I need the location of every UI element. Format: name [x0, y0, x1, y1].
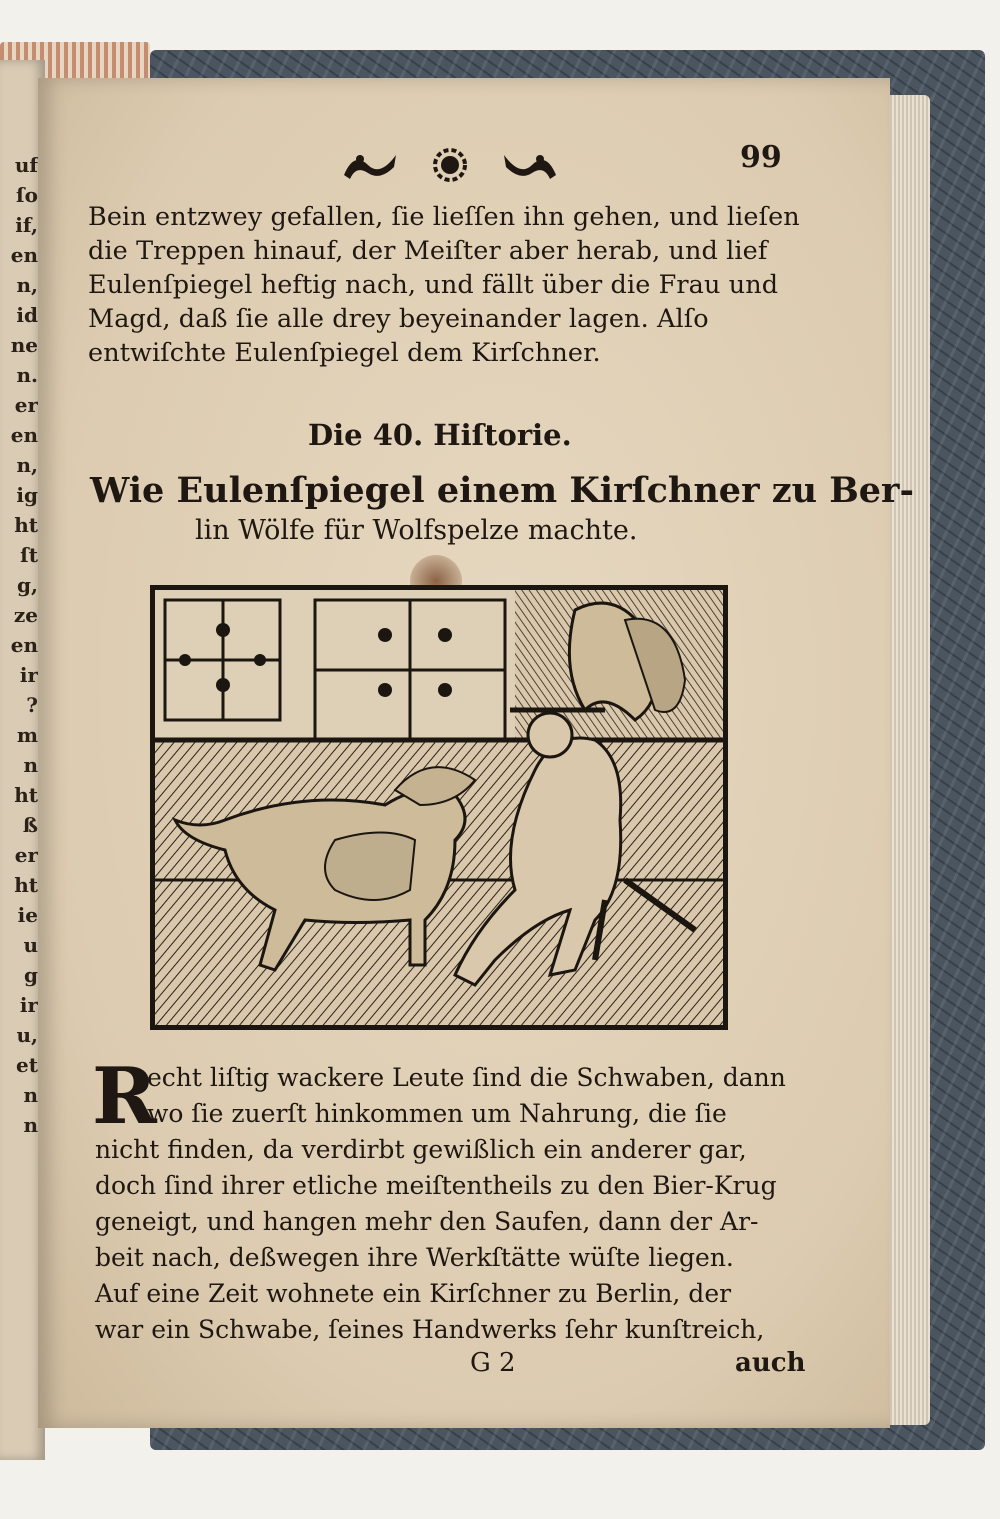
left-page-word-fragment: ne	[10, 333, 38, 357]
top-paragraph	[88, 200, 800, 370]
left-page-word-fragment: uf	[14, 153, 38, 177]
left-page-word-fragment: en	[10, 423, 38, 447]
left-page-word-fragment: ſt	[20, 543, 38, 567]
text-line: Eulenſpiegel heftig nach, und fällt über die Frau und	[88, 270, 779, 300]
text-line: wo ſie zuerſt hinkommen um Nahrung, die ſie	[147, 1099, 727, 1128]
text-line: Auf eine Zeit wohnete ein Kirſchner zu Berlin, der	[95, 1279, 732, 1308]
header-ornament	[340, 145, 560, 185]
left-page-word-fragment: u,	[16, 1023, 38, 1047]
flourish-right-icon	[500, 147, 560, 183]
left-page-word-fragment: en	[10, 243, 38, 267]
left-page-word-fragment: ig	[16, 483, 38, 507]
left-page-word-fragment: en	[10, 633, 38, 657]
left-page-word-fragment: g,	[17, 573, 38, 597]
text-line: die Treppen hinauf, der Meiſter aber herab, und lief	[88, 236, 768, 266]
left-page-word-fragment: g	[24, 963, 38, 987]
left-page-word-fragment: ie	[17, 903, 38, 927]
left-page-word-fragment: ze	[13, 603, 38, 627]
left-page-word-fragment: n	[23, 1113, 38, 1137]
page-number: 99	[740, 140, 782, 175]
left-page-word-fragment: ?	[26, 693, 38, 717]
rosette-icon	[430, 147, 470, 183]
woodcut-furrier-wolves-image	[155, 590, 723, 1025]
text-line: doch ſind ihrer etliche meiſtentheils zu den Bier-Krug	[95, 1171, 777, 1200]
left-page-word-fragment: ht	[14, 783, 38, 807]
text-line: entwiſchte Eulenſpiegel dem Kirſchner.	[88, 338, 601, 368]
left-page-word-fragment: id	[16, 303, 38, 327]
signature-mark: G 2	[470, 1348, 516, 1378]
text-line: Bein entzwey gefallen, ſie lieſſen ihn gehen, und lieſen	[88, 202, 800, 232]
woodcut-illustration	[150, 585, 728, 1030]
left-page-word-fragment: u	[23, 933, 38, 957]
left-page-word-fragment: n,	[16, 453, 38, 477]
left-page-word-fragment: ht	[14, 873, 38, 897]
left-page-word-fragment: ir	[19, 993, 38, 1017]
left-page-word-fragment: er	[14, 843, 38, 867]
left-page-fragments	[0, 150, 42, 1140]
text-line: Magd, daß ſie alle drey beyeinander lagen. Alſo	[88, 304, 709, 334]
left-page-word-fragment: ſo	[16, 183, 38, 207]
catchword: auch	[735, 1348, 806, 1378]
text-line: echt liſtig wackere Leute ſind die Schwaben, dann	[147, 1063, 786, 1092]
left-page-word-fragment: if,	[15, 213, 38, 237]
text-line: nicht finden, da verdirbt gewißlich ein anderer gar,	[95, 1135, 747, 1164]
body-paragraph	[95, 1060, 795, 1348]
left-page-word-fragment: m	[16, 723, 38, 747]
left-page-word-fragment: n	[23, 1083, 38, 1107]
left-page-word-fragment: n.	[16, 363, 38, 387]
text-line: beit nach, deßwegen ihre Werkſtätte wüſte liegen.	[95, 1243, 734, 1272]
chapter-title-line-2: lin Wölfe für Wolfspelze machte.	[195, 515, 638, 546]
drop-cap: R	[92, 1051, 157, 1142]
left-page-word-fragment: er	[14, 393, 38, 417]
chapter-heading: Die 40. Hiſtorie.	[308, 418, 572, 452]
left-page-word-fragment: ht	[14, 513, 38, 537]
left-page-word-fragment: n	[23, 753, 38, 777]
left-page-word-fragment: et	[16, 1053, 38, 1077]
left-page-word-fragment: n,	[16, 273, 38, 297]
chapter-title-line-1: Wie Eulenſpiegel einem Kirſchner zu Ber-	[90, 470, 915, 511]
text-line: geneigt, und hangen mehr den Saufen, dann der Ar-	[95, 1207, 759, 1236]
text-line: war ein Schwabe, ſeines Handwerks ſehr kunſtreich,	[95, 1315, 765, 1344]
flourish-left-icon	[340, 147, 400, 183]
left-page-word-fragment: ß	[22, 813, 38, 837]
left-page-word-fragment: ir	[19, 663, 38, 687]
